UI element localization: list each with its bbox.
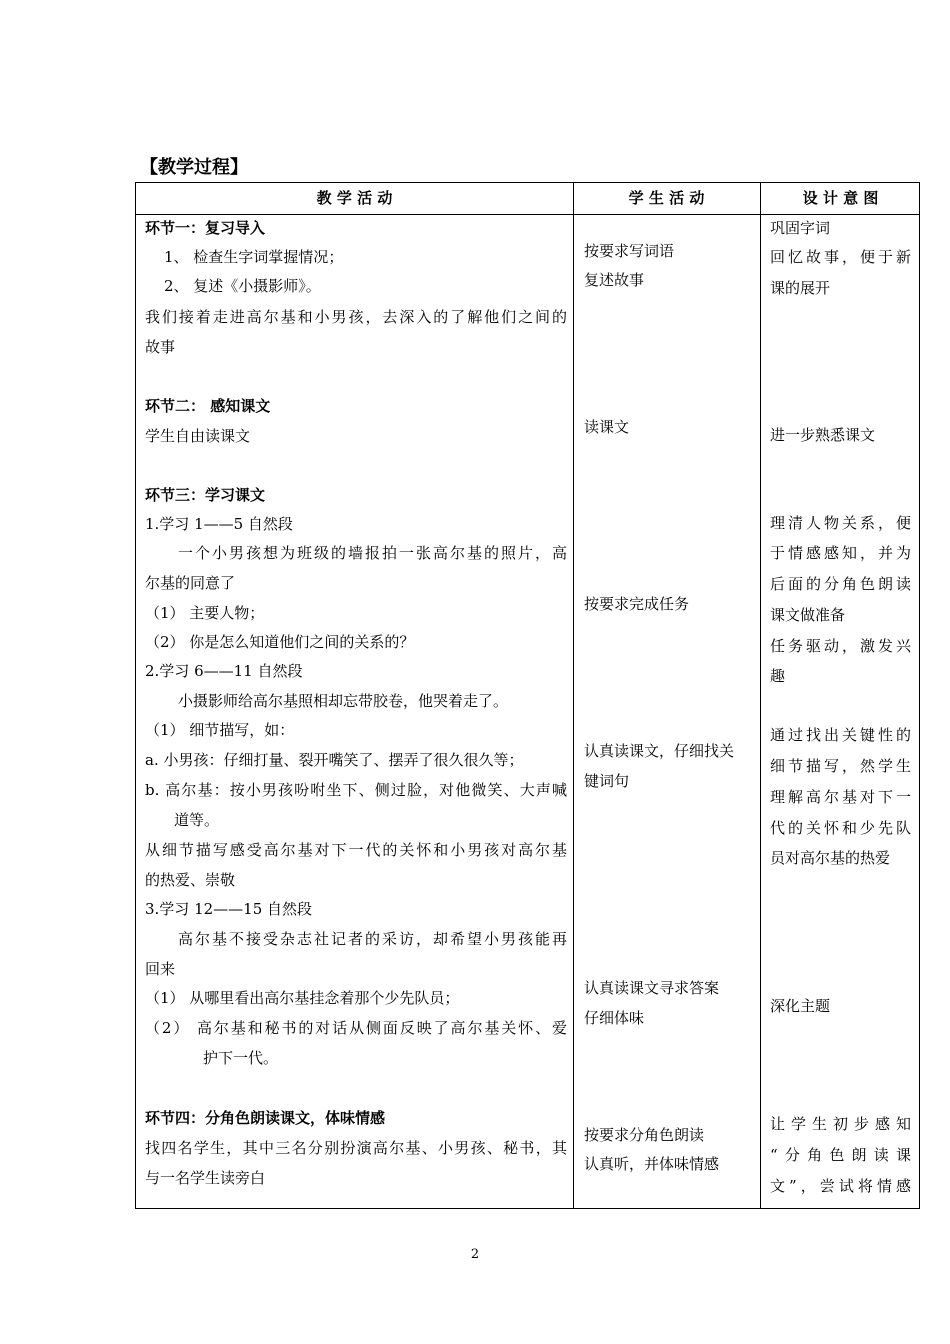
cell-line: 按要求完成任务 <box>584 595 690 613</box>
cell-line: 课的展开 <box>770 279 831 297</box>
cell-line: 细节描写，然学生 <box>770 757 911 775</box>
cell-line: 理解高尔基对下一 <box>770 788 911 806</box>
section-title: 环节四：分角色朗读课文，体味情感 <box>145 1109 386 1127</box>
cell-line: 进一步熟悉课文 <box>770 426 876 444</box>
list-item: a. 小男孩：仔细打量、裂开嘴笑了、摆弄了很久很久等； <box>145 751 524 769</box>
header-divider <box>136 214 919 215</box>
section-title: 环节三：学习课文 <box>145 486 266 504</box>
paragraph-line: 高尔基不接受杂志社记者的采访，却希望小男孩能再 <box>178 930 567 948</box>
cell-line: 通过找出关键性的 <box>770 726 911 744</box>
cell-line: 深化主题 <box>770 997 831 1015</box>
paragraph-line: 与一名学生读旁白 <box>145 1169 266 1187</box>
list-item: （1） 细节描写，如： <box>145 721 295 739</box>
cell-line: 任务驱动，激发兴 <box>770 637 911 655</box>
paragraph-line: 学生自由读课文 <box>145 427 251 445</box>
header-student-activity: 学 生 活 动 <box>628 189 705 207</box>
cell-line: 理清人物关系，便 <box>770 514 911 532</box>
lesson-plan-table <box>135 182 920 1209</box>
list-item: （1） 主要人物； <box>145 604 265 622</box>
cell-line: 后面的分角色朗读 <box>770 575 911 593</box>
paragraph-line: 从细节描写感受高尔基对下一代的关怀和小男孩对高尔基 <box>145 841 567 859</box>
header-design-intent: 设 计 意 图 <box>802 189 879 207</box>
paragraph-line: 小摄影师给高尔基照相却忘带胶卷，他哭着走了。 <box>178 692 509 710</box>
section-title: 环节一：复习导入 <box>145 219 266 237</box>
paragraph-line: 道等。 <box>174 811 220 829</box>
cell-line: 复述故事 <box>584 271 645 289</box>
header-teacher-activity: 教 学 活 动 <box>316 189 393 207</box>
subsection-title: 2.学习 6——11 自然段 <box>145 662 303 680</box>
cell-line: 员对高尔基的热爱 <box>770 849 891 867</box>
cell-line: 认真听，并体味情感 <box>584 1155 720 1173</box>
paragraph-line: 尔基的同意了 <box>145 574 236 592</box>
column-divider <box>760 183 761 1208</box>
list-item: 2、 复述《小摄影师》。 <box>164 277 321 295</box>
cell-line: 仔细体味 <box>584 1009 645 1027</box>
subsection-title: 1.学习 1——5 自然段 <box>145 515 293 533</box>
cell-line: 于情感感知，并为 <box>770 544 911 562</box>
list-item: b. 高尔基：按小男孩吩咐坐下、侧过脸，对他微笑、大声喊 <box>145 781 567 799</box>
cell-line: 按要求写词语 <box>584 242 675 260</box>
cell-line: 回忆故事，便于新 <box>770 248 911 266</box>
paragraph-line: 护下一代。 <box>203 1049 279 1067</box>
subsection-title: 3.学习 12——15 自然段 <box>145 900 313 918</box>
section-title: 环节二： 感知课文 <box>145 397 271 415</box>
cell-line: 课文做准备 <box>770 606 846 624</box>
column-divider <box>573 183 574 1208</box>
cell-line: 键词句 <box>584 772 630 790</box>
paragraph-line: 找四名学生，其中三名分别扮演高尔基、小男孩、秘书，其 <box>145 1139 567 1157</box>
paragraph-line: 我们接着走进高尔基和小男孩，去深入的了解他们之间的 <box>145 308 567 326</box>
list-item: （2） 你是怎么知道他们之间的关系的？ <box>145 633 415 651</box>
list-item: （2） 高尔基和秘书的对话从侧面反映了高尔基关怀、爱 <box>145 1019 567 1037</box>
paragraph-line: 故事 <box>145 338 176 356</box>
cell-line: 认真读课文，仔细找关 <box>584 742 735 760</box>
section-heading: 【教学过程】 <box>140 157 248 178</box>
page-number: 2 <box>470 1247 480 1262</box>
cell-line: “分角色朗读课 <box>770 1146 911 1164</box>
cell-line: 代的关怀和少先队 <box>770 819 911 837</box>
cell-line: 文”，尝试将情感 <box>770 1177 911 1195</box>
list-item: （1） 从哪里看出高尔基挂念着那个少先队员； <box>145 989 460 1007</box>
cell-line: 趣 <box>770 667 786 685</box>
list-item: 1、 检查生字词掌握情况； <box>164 248 344 266</box>
cell-line: 巩固字词 <box>770 219 831 237</box>
cell-line: 让学生初步感知 <box>770 1115 911 1133</box>
cell-line: 读课文 <box>584 418 630 436</box>
cell-line: 按要求分角色朗读 <box>584 1126 705 1144</box>
cell-line: 认真读课文寻求答案 <box>584 979 720 997</box>
paragraph-line: 的热爱、崇敬 <box>145 871 236 889</box>
paragraph-line: 回来 <box>145 960 176 978</box>
paragraph-line: 一个小男孩想为班级的墙报拍一张高尔基的照片，高 <box>178 544 567 562</box>
